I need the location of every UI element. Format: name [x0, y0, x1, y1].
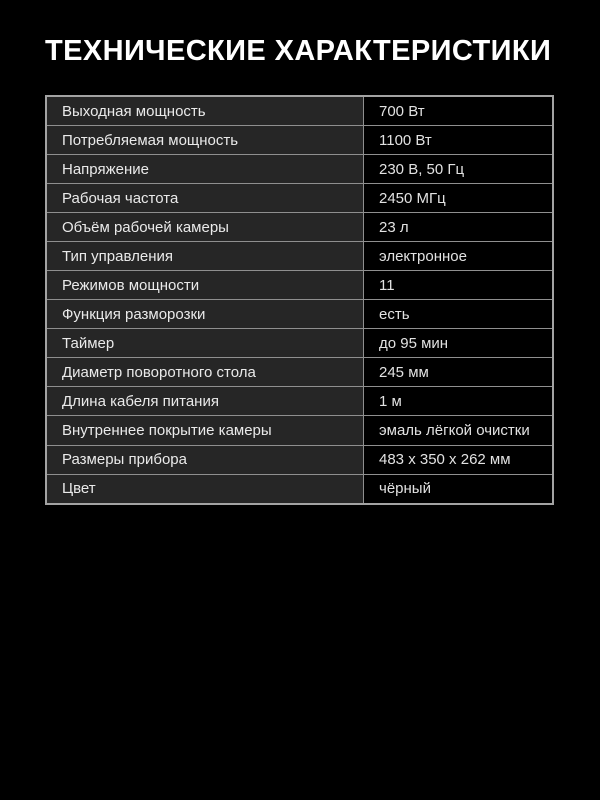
spec-label-cell: Диаметр поворотного стола: [46, 358, 364, 387]
table-row: [46, 445, 553, 474]
spec-label-cell: Внутреннее покрытие камеры: [46, 416, 364, 445]
spec-value-cell: эмаль лёгкой очистки: [364, 416, 554, 445]
spec-value-cell: до 95 мин: [364, 329, 554, 358]
spec-label-cell: Объём рабочей камеры: [46, 213, 364, 242]
spec-value-cell: 23 л: [364, 213, 554, 242]
table-row: [46, 474, 553, 504]
spec-value-cell: 483 x 350 x 262 мм: [364, 445, 554, 474]
table-row: [46, 96, 553, 126]
table-row: [46, 213, 553, 242]
table-row: [46, 300, 553, 329]
table-row: [46, 329, 553, 358]
spec-label-cell: Выходная мощность: [46, 96, 364, 126]
spec-table: [45, 95, 554, 505]
spec-label-cell: Тип управления: [46, 242, 364, 271]
page-title: ТЕХНИЧЕСКИЕ ХАРАКТЕРИСТИКИ: [45, 35, 552, 67]
table-row: [46, 126, 553, 155]
spec-value-cell: чёрный: [364, 474, 554, 504]
spec-label-cell: Потребляемая мощность: [46, 126, 364, 155]
table-row: [46, 358, 553, 387]
table-row: [46, 387, 553, 416]
spec-label-cell: Рабочая частота: [46, 184, 364, 213]
spec-value-cell: электронное: [364, 242, 554, 271]
spec-label-cell: Режимов мощности: [46, 271, 364, 300]
spec-value-cell: 230 В, 50 Гц: [364, 155, 554, 184]
spec-label-cell: Длина кабеля питания: [46, 387, 364, 416]
spec-label-cell: Напряжение: [46, 155, 364, 184]
spec-value-cell: 245 мм: [364, 358, 554, 387]
spec-value-cell: 700 Вт: [364, 96, 554, 126]
table-row: [46, 184, 553, 213]
spec-value-cell: 2450 МГц: [364, 184, 554, 213]
spec-label-cell: Функция разморозки: [46, 300, 364, 329]
spec-value-cell: 11: [364, 271, 554, 300]
spec-label-cell: Размеры прибора: [46, 445, 364, 474]
table-row: [46, 155, 553, 184]
spec-value-cell: 1100 Вт: [364, 126, 554, 155]
spec-value-cell: 1 м: [364, 387, 554, 416]
spec-label-cell: Таймер: [46, 329, 364, 358]
table-row: [46, 271, 553, 300]
table-row: [46, 242, 553, 271]
spec-value-cell: есть: [364, 300, 554, 329]
table-row: [46, 416, 553, 445]
spec-label-cell: Цвет: [46, 474, 364, 504]
spec-table-body: [46, 96, 553, 504]
